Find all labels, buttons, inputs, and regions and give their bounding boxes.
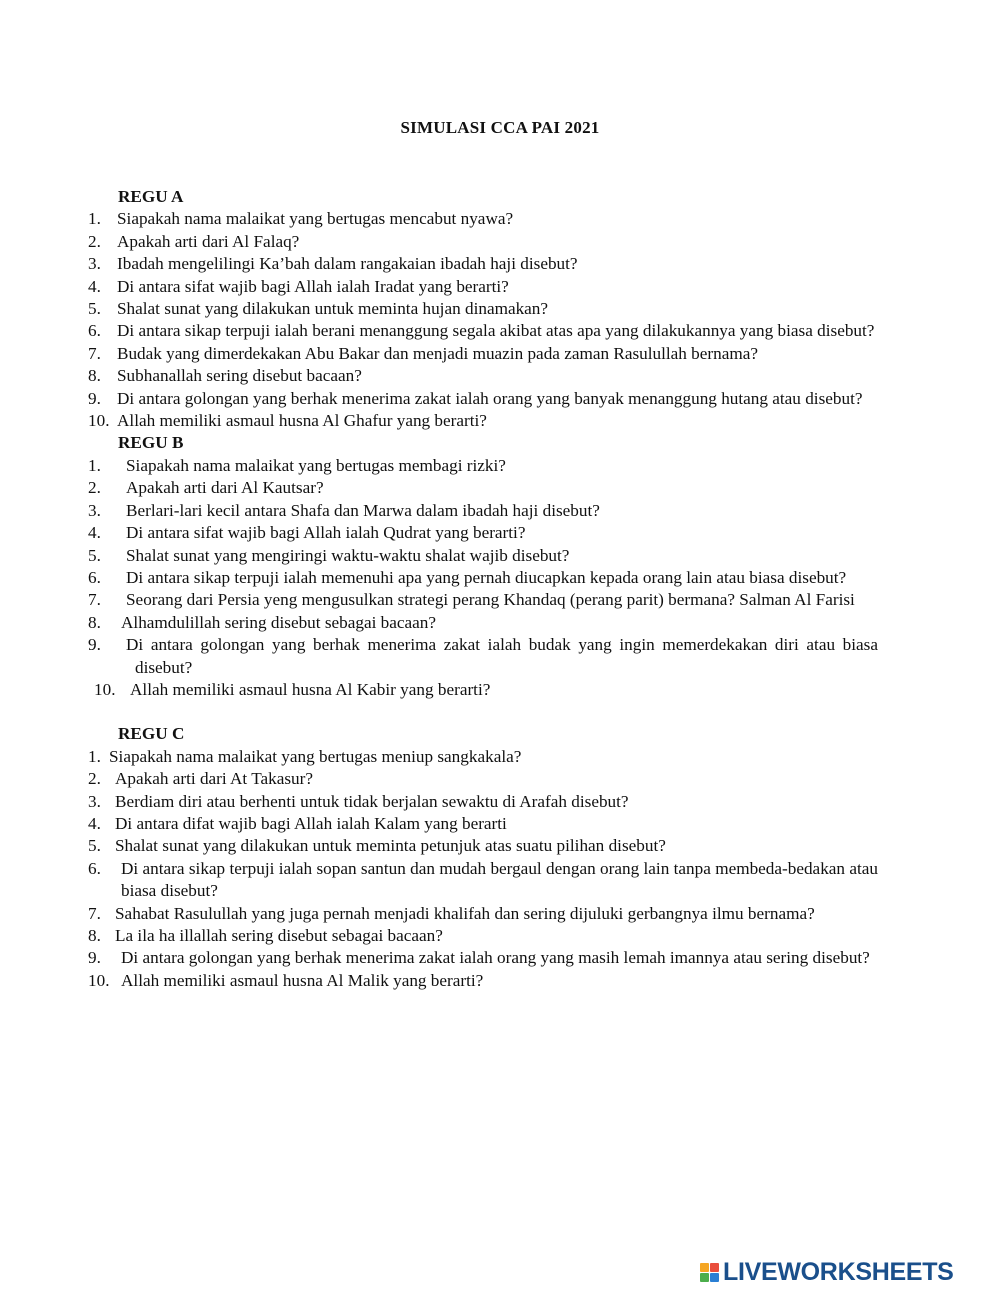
question-a-5 [88, 298, 878, 320]
logo-square [700, 1273, 709, 1282]
question-text: Siapakah nama malaikat yang bertugas meniup sangkakala? [109, 746, 522, 766]
question-number: 9. [88, 388, 101, 408]
question-number: 3. [88, 500, 101, 520]
question-number: 7. [88, 343, 101, 363]
question-number: 7. [88, 903, 101, 923]
question-number: 3. [88, 254, 101, 274]
question-a-1 [88, 208, 878, 230]
question-number: 9. [88, 948, 101, 968]
question-b-4 [88, 522, 878, 544]
question-number: 1. [88, 455, 101, 475]
logo-square [710, 1263, 719, 1272]
question-text: Di antara sifat wajib bagi Allah ialah Qudrat yang berarti? [126, 523, 526, 543]
question-text: Siapakah nama malaikat yang bertugas mencabut nyawa? [117, 209, 514, 229]
logo-text: LIVEWORKSHEETS [723, 1257, 954, 1286]
question-list [88, 186, 878, 992]
question-text: Budak yang dimerdekakan Abu Bakar dan menjadi muazin pada zaman Rasulullah bernama? [117, 343, 758, 363]
question-c-6 [88, 858, 878, 903]
question-number: 5. [88, 299, 101, 319]
question-text: Allah memiliki asmaul husna Al Ghafur yang berarti? [117, 411, 487, 431]
question-b-6 [88, 567, 878, 589]
question-number: 2. [88, 478, 101, 498]
question-number: 8. [88, 926, 101, 945]
question-c-7 [88, 903, 878, 925]
question-a-10 [88, 410, 878, 432]
section-spacer [88, 701, 878, 723]
regu-a-heading: REGU A [118, 187, 184, 206]
question-number: 10. [88, 411, 110, 431]
question-b-9 [88, 634, 878, 679]
question-a-6 [88, 320, 878, 342]
question-b-10 [88, 679, 878, 701]
logo-square [710, 1273, 719, 1282]
question-number: 6. [88, 858, 101, 878]
logo-mark-icon [700, 1263, 719, 1282]
question-b-1 [88, 455, 878, 477]
question-text: Berdiam diri atau berhenti untuk tidak berjalan sewaktu di Arafah disebut? [115, 791, 629, 811]
page-title: SIMULASI CCA PAI 2021 [400, 118, 600, 137]
question-number: 8. [88, 612, 101, 632]
question-a-3 [88, 253, 878, 275]
question-a-7 [88, 343, 878, 365]
question-text: Allah memiliki asmaul husna Al Malik yang berarti? [121, 970, 484, 990]
question-c-5 [88, 835, 878, 857]
question-b-5 [88, 545, 878, 567]
question-text: Berlari-lari kecil antara Shafa dan Marwa dalam ibadah haji disebut? [126, 500, 600, 520]
question-number: 4. [88, 523, 101, 543]
question-text: Allah memiliki asmaul husna Al Kabir yang berarti? [130, 679, 491, 699]
question-text: La ila ha illallah sering disebut sebagai bacaan? [115, 926, 443, 945]
question-c-8 [88, 925, 878, 947]
question-number: 4. [88, 276, 101, 296]
question-c-2 [88, 768, 878, 790]
question-b-2 [88, 477, 878, 499]
question-text: Apakah arti dari At Takasur? [115, 769, 313, 789]
question-b-7 [88, 589, 878, 611]
question-number: 5. [88, 545, 101, 565]
question-text: Apakah arti dari Al Kautsar? [126, 478, 324, 498]
question-text: Di antara sikap terpuji ialah sopan santun dan mudah bergaul dengan orang lain tanpa membeda-bedakan atau biasa disebut? [121, 858, 878, 901]
question-text: Apakah arti dari Al Falaq? [117, 231, 300, 251]
question-number: 4. [88, 813, 101, 833]
question-c-10 [88, 970, 878, 992]
question-text: Shalat sunat yang dilakukan untuk meminta hujan dinamakan? [117, 299, 549, 319]
question-c-4 [88, 813, 878, 835]
question-text: Siapakah nama malaikat yang bertugas membagi rizki? [126, 455, 506, 475]
question-a-9 [88, 388, 878, 410]
question-text: Di antara sifat wajib bagi Allah ialah Iradat yang berarti? [117, 276, 509, 296]
liveworksheets-logo [700, 1257, 954, 1287]
question-text: Di antara golongan yang berhak menerima zakat ialah budak yang ingin memerdekakan diri atau biasa disebut? [126, 635, 878, 677]
question-text: Di antara golongan yang berhak menerima zakat ialah orang yang banyak menanggung hutang atau disebut? [117, 388, 863, 408]
question-number: 9. [88, 635, 101, 655]
question-a-4 [88, 276, 878, 298]
question-a-2 [88, 231, 878, 253]
question-number: 6. [88, 567, 101, 587]
question-text: Di antara golongan yang berhak menerima zakat ialah orang yang masih lemah imannya atau sering disebut? [121, 948, 870, 968]
question-number: 10. [94, 679, 116, 699]
question-text: Subhanallah sering disebut bacaan? [117, 366, 362, 386]
question-text: Di antara sikap terpuji ialah berani menanggung segala akibat atas apa yang dilakukannya yang biasa disebut? [117, 321, 875, 341]
question-number: 7. [88, 590, 101, 610]
question-text: Alhamdulillah sering disebut sebagai bacaan? [121, 612, 436, 632]
question-text: Shalat sunat yang dilakukan untuk meminta petunjuk atas suatu pilihan disebut? [115, 836, 666, 856]
question-c-1 [88, 746, 878, 768]
question-c-3 [88, 791, 878, 813]
question-number: 3. [88, 791, 101, 811]
question-a-8 [88, 365, 878, 387]
question-number: 8. [88, 366, 101, 386]
question-number: 2. [88, 769, 101, 789]
question-c-9 [88, 947, 878, 969]
regu-c-heading: REGU C [118, 724, 185, 744]
question-text: Shalat sunat yang mengiringi waktu-waktu shalat wajib disebut? [126, 545, 570, 565]
question-number: 6. [88, 321, 101, 341]
question-number: 1. [88, 209, 101, 229]
question-text: Di antara difat wajib bagi Allah ialah Kalam yang berarti [115, 813, 507, 833]
logo-square [700, 1263, 709, 1272]
question-b-3 [88, 500, 878, 522]
question-text: Di antara sikap terpuji ialah memenuhi apa yang pernah diucapkan kepada orang lain atau biasa disebut? [126, 567, 847, 587]
question-number: 5. [88, 836, 101, 856]
question-text: Ibadah mengelilingi Ka’bah dalam rangakaian ibadah haji disebut? [117, 254, 578, 274]
question-number: 1. [88, 746, 101, 766]
regu-b-heading: REGU B [118, 433, 184, 453]
question-number: 2. [88, 231, 101, 251]
question-text: Seorang dari Persia yeng mengusulkan strategi perang Khandaq (perang parit) bermana? Salman Al Farisi [126, 590, 855, 610]
question-b-8 [88, 612, 878, 634]
question-number: 10. [88, 970, 110, 990]
question-text: Sahabat Rasulullah yang juga pernah menjadi khalifah dan sering dijuluki gerbangnya ilmu bernama? [115, 903, 815, 923]
